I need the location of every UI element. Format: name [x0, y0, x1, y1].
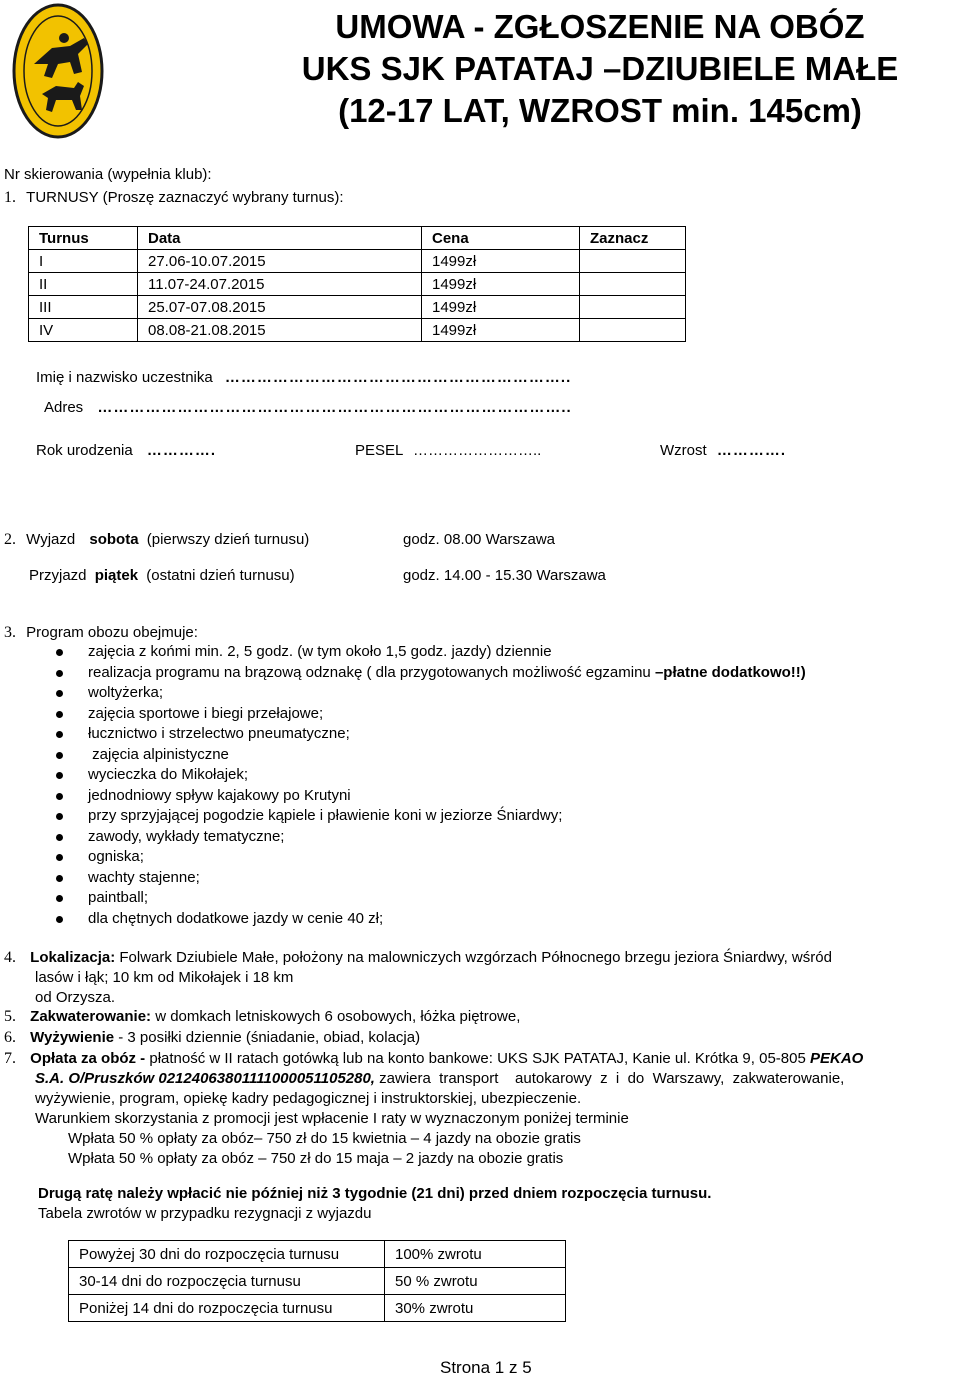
wyjazd-row	[4, 531, 954, 549]
section-number: 3.	[4, 624, 16, 641]
refund-period: Poniżej 14 dni do rozpoczęcia turnusu	[69, 1295, 385, 1322]
column-header: Cena	[422, 227, 580, 250]
adres-label: Adres	[44, 399, 84, 416]
section-6-label: Wyżywienie	[30, 1029, 115, 1046]
table-header-row	[29, 227, 686, 250]
section-number: 5.	[4, 1008, 16, 1025]
title-line-1: UMOWA - ZGŁOSZENIE NA OBÓZ	[335, 8, 865, 45]
section-4-text: Folwark Dziubiele Małe, położony na malowniczych wzgórzach Północnego brzegu jeziora Śniardwy, wśród	[115, 949, 832, 966]
rata-2: Wpłata 50 % opłaty za obóz – 750 zł do 15 maja – 2 jazdy na obozie gratis	[68, 1150, 564, 1167]
tabela-label: Tabela zwrotów w przypadku rezygnacji z wyjazdu	[38, 1205, 372, 1222]
select-cell[interactable]	[580, 319, 686, 342]
table-row	[29, 273, 686, 296]
list-item	[56, 827, 806, 848]
section-number: 2.	[4, 531, 16, 548]
bank-account: S.A. O/Pruszków 02124063801111000051105280,	[35, 1070, 375, 1087]
refund-value: 30% zwrotu	[385, 1295, 566, 1322]
turnus-cell: IV	[29, 319, 138, 342]
refund-period: Powyżej 30 dni do rozpoczęcia turnusu	[69, 1241, 385, 1268]
wyjazd-desc: (pierwszy dzień turnusu)	[146, 531, 310, 548]
list-item	[56, 806, 806, 827]
list-item-text: zawody, wykłady tematyczne;	[88, 827, 285, 845]
list-item	[56, 663, 806, 684]
section-7-label: Opłata za obóz -	[30, 1050, 146, 1067]
list-item	[56, 745, 806, 766]
list-item	[56, 847, 806, 868]
table-row	[69, 1295, 566, 1322]
program-list	[56, 642, 806, 929]
section-5-label: Zakwaterowanie:	[30, 1008, 152, 1025]
list-item	[56, 786, 806, 807]
table-row	[29, 250, 686, 273]
list-item-text: przy sprzyjającej pogodzie kąpiele i pławienie koni w jeziorze Śniardwy;	[88, 807, 563, 824]
turnus-cell: II	[29, 273, 138, 296]
section-4	[4, 948, 954, 1008]
column-header: Zaznacz	[580, 227, 686, 250]
section-4-text: od Orzysza.	[35, 989, 116, 1006]
pesel-label: PESEL	[355, 442, 403, 459]
list-item	[56, 724, 806, 745]
adres-blank[interactable]: ……………………………………………………………………………..	[97, 399, 572, 416]
price-cell: 1499zł	[422, 250, 580, 273]
rok-blank[interactable]: ………….	[146, 442, 217, 459]
przyjazd-desc: (ostatni dzień turnusu)	[146, 567, 295, 584]
list-item	[56, 909, 806, 930]
list-item-text: wycieczka do Mikołajek;	[88, 766, 249, 783]
pesel-field[interactable]	[355, 442, 541, 459]
przyjazd-label: Przyjazd	[29, 567, 87, 584]
section-7-text: płatność w II ratach gotówką lub na konto bankowe: UKS SJK PATATAJ, Kanie ul. Krótka 9, 05-805	[145, 1050, 810, 1067]
list-item-text: zajęcia alpinistyczne	[88, 745, 229, 763]
title-line-3: (12-17 LAT, WZROST min. 145cm)	[338, 92, 862, 129]
section-number: 1.	[4, 189, 16, 206]
refund-value: 100% zwrotu	[385, 1241, 566, 1268]
table-row	[69, 1268, 566, 1295]
refund-table	[68, 1240, 566, 1322]
section-4-text: lasów i łąk; 10 km od Mikołajek i 18 km	[35, 969, 294, 986]
section-number: 4.	[4, 949, 16, 966]
pesel-blank[interactable]: ……………………..	[412, 442, 542, 459]
list-item-text: realizacja programu na brązową odznakę ( dla przygotowanych możliwość egzaminu	[88, 663, 655, 681]
list-item	[56, 765, 806, 786]
select-cell[interactable]	[580, 296, 686, 319]
druga-rata-note: Drugą ratę należy wpłacić nie później niż 3 tygodnie (21 dni) przed dniem rozpoczęcia turnusu.	[38, 1185, 712, 1202]
turnus-cell: I	[29, 250, 138, 273]
column-header: Turnus	[29, 227, 138, 250]
price-cell: 1499zł	[422, 296, 580, 319]
list-item-text: jednodniowy spływ kajakowy po Krutyni	[88, 786, 351, 804]
list-item-text: zajęcia z końmi min. 2, 5 godz. (w tym około 1,5 godz. jazdy) dziennie	[88, 643, 552, 660]
refund-period: 30-14 dni do rozpoczęcia turnusu	[69, 1268, 385, 1295]
date-cell: 08.08-21.08.2015	[138, 319, 422, 342]
wyjazd-day: sobota	[89, 531, 139, 548]
turnus-cell: III	[29, 296, 138, 319]
table-row	[69, 1241, 566, 1268]
date-cell: 25.07-07.08.2015	[138, 296, 422, 319]
imie-field[interactable]	[36, 369, 571, 386]
section-7-text: wyżywienie, program, opiekę kadry pedagogicznej i instruktorskiej, ubezpieczenie.	[35, 1090, 582, 1107]
table-row	[29, 319, 686, 342]
select-cell[interactable]	[580, 273, 686, 296]
list-item-bold: –płatne dodatkowo!!)	[654, 663, 806, 681]
page-footer: Strona 1 z 5	[440, 1358, 532, 1377]
list-item-text: paintball;	[88, 889, 149, 906]
list-item	[56, 888, 806, 909]
wzrost-field[interactable]	[660, 442, 786, 459]
rok-label: Rok urodzenia	[36, 442, 133, 459]
section-1-label: TURNUSY (Proszę zaznaczyć wybrany turnus):	[26, 189, 344, 206]
wyjazd-time: godz. 08.00 Warszawa	[403, 531, 556, 548]
rata-1: Wpłata 50 % opłaty za obóz– 750 zł do 15 kwietnia – 4 jazdy na obozie gratis	[68, 1130, 581, 1147]
price-cell: 1499zł	[422, 273, 580, 296]
list-item	[56, 642, 806, 663]
imie-label: Imię i nazwisko uczestnika	[36, 369, 213, 386]
section-3-label: Program obozu obejmuje:	[26, 624, 198, 641]
section-5	[4, 1008, 520, 1026]
list-item-text: woltyżerka;	[88, 684, 164, 701]
turnus-table	[28, 226, 686, 342]
school-logo	[12, 2, 104, 140]
section-5-text: w domkach letniskowych 6 osobowych, łóżka piętrowe,	[151, 1008, 521, 1025]
document-title	[250, 6, 950, 132]
list-item-text: łucznictwo i strzelectwo pneumatyczne;	[88, 725, 350, 742]
section-6-text: - 3 posiłki dziennie (śniadanie, obiad, kolacja)	[114, 1029, 421, 1046]
wzrost-blank[interactable]: ………….	[716, 442, 787, 459]
section-4-label: Lokalizacja:	[30, 949, 116, 966]
refund-value: 50 % zwrotu	[385, 1268, 566, 1295]
section-7	[4, 1049, 960, 1169]
imie-blank[interactable]: ………………………………………………………..	[224, 369, 572, 386]
list-item-text: zajęcia sportowe i biegi przełajowe;	[88, 704, 324, 722]
column-header: Data	[138, 227, 422, 250]
list-item	[56, 868, 806, 889]
list-item-text: wachty stajenne;	[88, 868, 200, 886]
list-item	[56, 683, 806, 704]
list-item-text: dla chętnych dodatkowe jazdy w cenie 40 zł;	[88, 909, 384, 927]
section-number: 7.	[4, 1050, 16, 1067]
section-7-text: zawiera transport autokarowy z i do Warszawy, zakwaterowanie,	[374, 1070, 845, 1087]
przyjazd-day: piątek	[94, 567, 139, 584]
price-cell: 1499zł	[422, 319, 580, 342]
section-number: 6.	[4, 1029, 16, 1046]
date-cell: 11.07-24.07.2015	[138, 273, 422, 296]
wyjazd-label: Wyjazd	[26, 531, 76, 548]
section-3-heading	[4, 624, 198, 642]
bank-name: PEKAO	[809, 1050, 864, 1067]
section-7-text: Warunkiem skorzystania z promocji jest wpłacenie I raty w wyznaczonym poniżej terminie	[35, 1110, 629, 1127]
wzrost-label: Wzrost	[660, 442, 707, 459]
przyjazd-row	[29, 567, 929, 584]
nr-skierowania: Nr skierowania (wypełnia klub):	[4, 166, 212, 183]
table-row	[29, 296, 686, 319]
rok-field[interactable]	[36, 442, 216, 459]
select-cell[interactable]	[580, 250, 686, 273]
section-6	[4, 1029, 420, 1047]
title-line-2: UKS SJK PATATAJ –DZIUBIELE MAŁE	[301, 50, 899, 87]
list-item	[56, 704, 806, 725]
adres-field[interactable]	[44, 399, 572, 416]
section-1-heading	[4, 189, 344, 207]
date-cell: 27.06-10.07.2015	[138, 250, 422, 273]
przyjazd-time: godz. 14.00 - 15.30 Warszawa	[403, 567, 606, 584]
list-item-text: ogniska;	[88, 848, 144, 865]
